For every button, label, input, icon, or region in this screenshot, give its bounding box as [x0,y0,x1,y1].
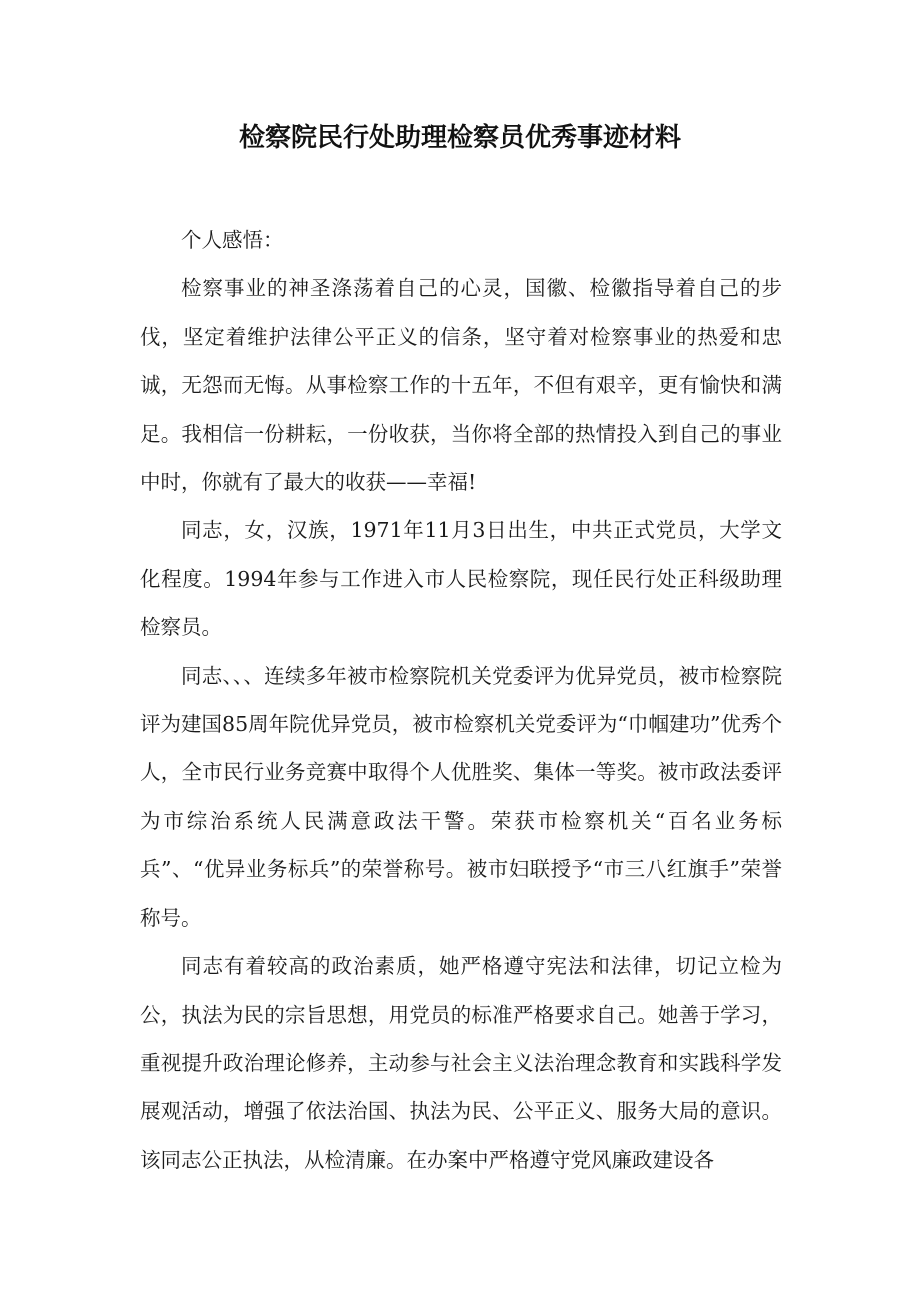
paragraph-personal-reflection-heading: 个人感悟： [181,228,284,252]
paragraph-political-quality: 同志有着较高的政治素质，她严格遵守宪法和法律，切记立检为公，执法为民的宗旨思想，用党员的标准严格要求自己。她善于学习，重视提升政治理论修养，主动参与社会主义法治理念教育和实践科学发展观活动，增强了依法治国、执法为民、公平正义、服务大局的意识。该同志公正执法，从检清廉。在办案中严格遵守党风廉政建设各 [140,954,782,1172]
paragraph-biography: 同志，女，汉族，1971年11月3日出生，中共正式党员，大学文化程度。1994年参与工作进入市人民检察院，现任民行处正科级助理检察员。 [140,518,782,640]
document-body [140,216,782,1184]
paragraph-personal-reflection: 检察事业的神圣涤荡着自己的心灵，国徽、检徽指导着自己的步伐，坚定着维护法律公平正义的信条，坚守着对检察事业的热爱和忠诚，无怨而无悔。从事检察工作的十五年，不但有艰辛，更有愉快和满足。我相信一份耕耘，一份收获，当你将全部的热情投入到自己的事业中时，你就有了最大的收获——幸福! [140,276,782,495]
document-title: 检察院民行处助理检察员优秀事迹材料 [238,123,681,153]
paragraph-honors: 同志、、、连续多年被市检察院机关党委评为优异党员，被市检察院评为建国85周年院优异党员，被市检察机关党委评为“巾帼建功”优秀个人，全市民行业务竞赛中取得个人优胜奖、集体一等奖。被市政法委评为市综治系统人民满意政法干警。荣获市检察机关“百名业务标兵”、“优异业务标兵”的荣誉称号。被市妇联授予“市三八红旗手”荣誉称号。 [140,663,782,930]
